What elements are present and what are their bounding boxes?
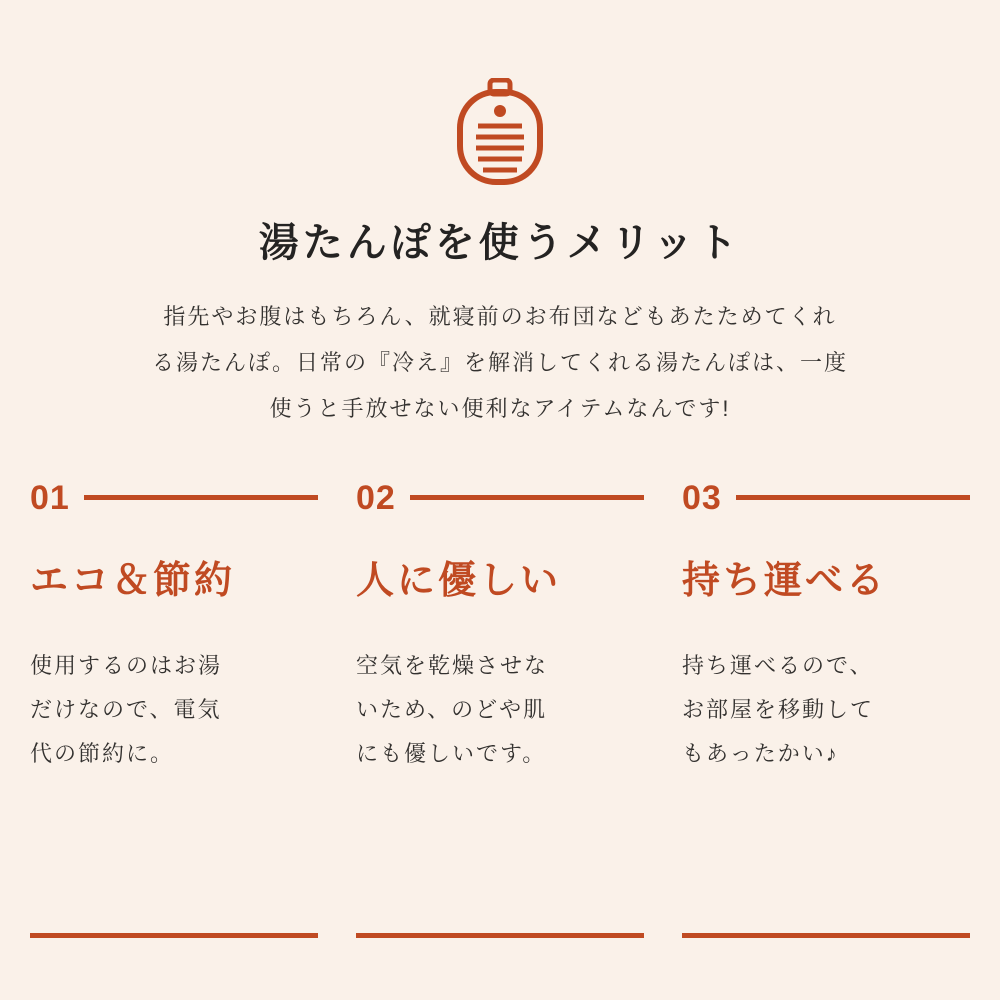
benefit-columns bbox=[30, 478, 970, 777]
bottom-dividers bbox=[30, 933, 970, 938]
benefit-body bbox=[30, 644, 318, 776]
lead-paragraph bbox=[50, 294, 950, 433]
lead-line: る湯たんぽ。日常の『冷え』を解消してくれる湯たんぽは、一度 bbox=[151, 350, 848, 376]
benefit-body-line: お部屋を移動して bbox=[682, 697, 875, 723]
benefit-body bbox=[682, 644, 970, 776]
benefit-title: エコ＆節約 bbox=[30, 559, 236, 602]
benefit-title: 持ち運べる bbox=[682, 559, 888, 602]
benefit-body-line: 代の節約に。 bbox=[30, 741, 175, 767]
benefit-number: 03 bbox=[682, 478, 722, 517]
hot-water-bottle-icon bbox=[452, 78, 548, 191]
benefit-column bbox=[356, 478, 644, 777]
divider bbox=[84, 495, 318, 500]
divider bbox=[410, 495, 644, 500]
divider bbox=[30, 933, 318, 938]
benefit-body-line: もあったかい♪ bbox=[682, 741, 839, 767]
divider bbox=[682, 933, 970, 938]
lead-line: 使うと手放せない便利なアイテムなんです! bbox=[269, 396, 731, 422]
benefit-body-line: だけなので、電気 bbox=[30, 697, 222, 723]
benefit-body-line: 持ち運べるので、 bbox=[682, 653, 874, 679]
benefit-column-header bbox=[682, 478, 970, 517]
benefit-body-line: 使用するのはお湯 bbox=[30, 653, 223, 679]
lead-line: 指先やお腹はもちろん、就寝前のお布団などもあたためてくれ bbox=[163, 304, 837, 329]
divider bbox=[356, 933, 644, 938]
page-title: 湯たんぽを使うメリット bbox=[258, 221, 742, 265]
benefit-title: 人に優しい bbox=[356, 559, 562, 602]
benefit-number: 01 bbox=[30, 478, 70, 517]
benefit-column-header bbox=[30, 478, 318, 517]
benefit-body-line: いため、のどや肌 bbox=[356, 697, 548, 723]
benefit-column-header bbox=[356, 478, 644, 517]
benefit-body bbox=[356, 644, 644, 776]
header-icon-wrap bbox=[0, 0, 1000, 191]
benefit-body-line: 空気を乾燥させな bbox=[356, 653, 549, 679]
benefit-column bbox=[30, 478, 318, 777]
divider bbox=[736, 495, 970, 500]
benefit-column bbox=[682, 478, 970, 777]
benefit-body-line: にも優しいです。 bbox=[356, 741, 547, 767]
benefit-number: 02 bbox=[356, 478, 396, 517]
